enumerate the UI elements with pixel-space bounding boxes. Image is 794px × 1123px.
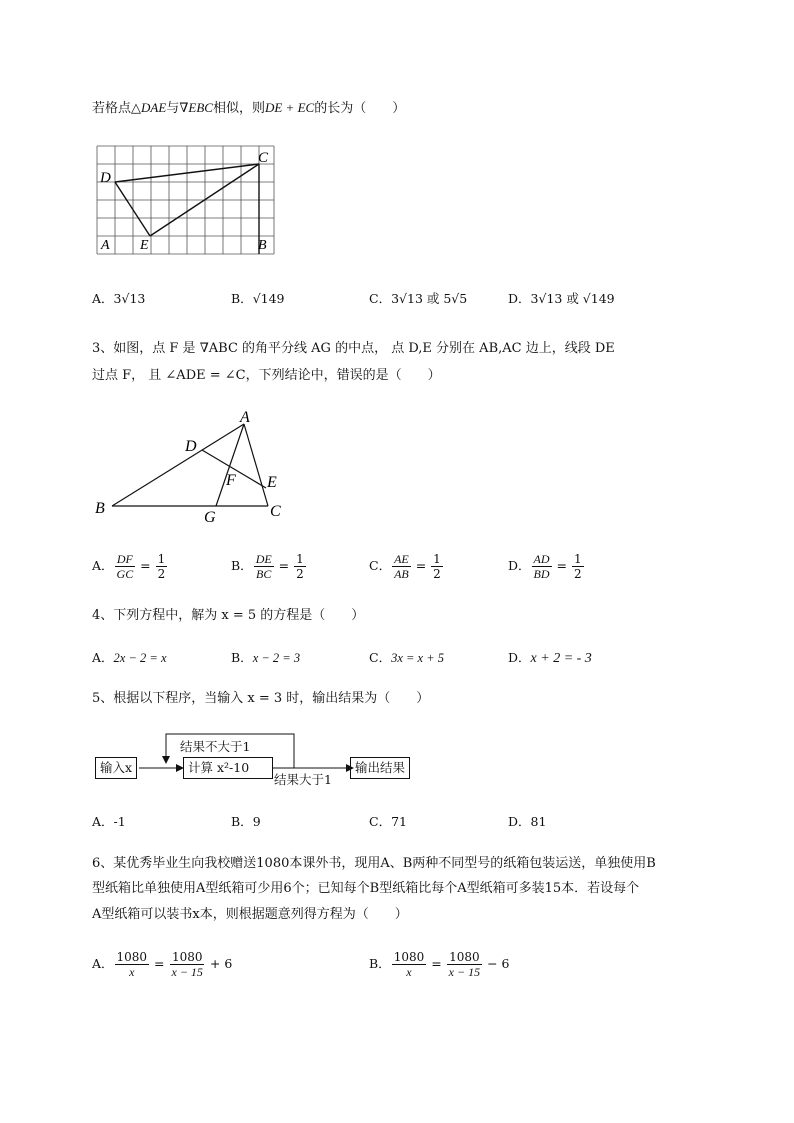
fraction <box>156 552 168 581</box>
q2-expression: DE + EC <box>264 100 315 115</box>
fraction <box>392 552 411 581</box>
numerator: 1 <box>296 552 304 566</box>
q3-label-g: G <box>204 509 216 526</box>
option-tail: + 6 <box>209 956 233 971</box>
numerator: 1080 <box>116 950 148 964</box>
option-value: 9 <box>252 814 261 829</box>
option-label: C． <box>369 558 392 573</box>
q2-label-c: C <box>258 150 269 166</box>
denominator: 2 <box>157 567 166 581</box>
option-label: C． <box>369 814 392 829</box>
option-value: 3x = x + 5 <box>391 651 445 665</box>
denominator: BD <box>533 567 550 581</box>
numerator: 1 <box>157 552 166 566</box>
option-label: C． <box>369 291 392 306</box>
option-label: B． <box>231 291 253 306</box>
q6-option-a[interactable]: A． $\frac{1080}{x}$ = $\frac{1080}{x - 15}$ + 6 <box>92 950 233 979</box>
option-value: 3√13 或 5√5 <box>391 291 468 306</box>
numerator: 1 <box>433 552 441 566</box>
q5-option-c[interactable] <box>369 812 407 832</box>
q3-triangle-figure <box>92 405 292 527</box>
q3-stem-line2: 过点 F， 且 ∠ADE = ∠C，下列结论中，错误的是（ ） <box>92 368 441 383</box>
denominator: GC <box>116 567 134 581</box>
option-value: 2x − 2 = x <box>113 651 167 665</box>
option-label: D． <box>508 814 531 829</box>
q2-option-b[interactable] <box>231 289 285 309</box>
flow-output-box: 输出结果 <box>350 757 410 779</box>
option-label: D． <box>508 650 531 665</box>
option-label: B． <box>231 814 253 829</box>
option-label: A． <box>92 956 114 971</box>
option-label: A． <box>92 814 114 829</box>
option-label: B． <box>369 956 391 971</box>
option-value: x − 2 = 3 <box>252 651 301 665</box>
option-value: 71 <box>391 814 407 829</box>
q2-triangle-dae: △DAE <box>131 100 167 115</box>
numerator: 1080 <box>171 950 203 964</box>
numerator: 1 <box>573 552 582 566</box>
q2-option-d[interactable] <box>508 289 615 309</box>
denominator: 2 <box>573 567 582 581</box>
fraction <box>294 552 306 581</box>
fraction <box>254 552 274 581</box>
option-label: B． <box>231 650 253 665</box>
q4-option-a[interactable] <box>92 648 167 668</box>
q2-option-c[interactable] <box>369 289 467 309</box>
numerator: 1080 <box>393 950 425 964</box>
q2-stem-part: 的长为（ ） <box>314 101 406 116</box>
fraction <box>532 552 552 581</box>
denominator: x − 15 <box>171 965 203 979</box>
q6-stem-line1: 6、某优秀毕业生向我校赠送1080本课外书，现用A、B两种不同型号的纸箱包装运送，单独使用B <box>92 856 656 871</box>
q2-label-a: A <box>101 238 110 253</box>
q2-label-b: B <box>258 238 267 253</box>
flow-compute-box: 计算 x²-10 <box>183 757 273 779</box>
q2-grid-figure <box>94 143 279 258</box>
denominator: 2 <box>433 567 441 581</box>
q2-stem-part: 与 <box>166 101 180 116</box>
q3-label-b: B <box>95 500 105 517</box>
q4-option-d[interactable] <box>508 648 592 669</box>
q2-stem-part: 相似，则 <box>212 101 265 116</box>
option-value: 3√13 <box>113 291 146 306</box>
denominator: 2 <box>296 567 304 581</box>
q2-option-a[interactable] <box>92 289 145 309</box>
option-value: 3√13 或 √149 <box>530 291 615 306</box>
fraction <box>447 950 482 979</box>
flow-input-box: 输入x <box>95 757 137 779</box>
fraction <box>572 552 584 581</box>
option-label: C． <box>369 650 392 665</box>
denominator: x <box>129 965 135 979</box>
q2-label-e: E <box>140 238 149 253</box>
q5-option-b[interactable] <box>231 812 261 832</box>
fraction <box>431 552 443 581</box>
q5-option-d[interactable] <box>508 812 546 832</box>
numerator: 1080 <box>449 950 480 964</box>
q3-label-a: A <box>240 409 250 426</box>
option-label: A． <box>92 558 114 573</box>
q3-label-d: D <box>185 438 197 455</box>
denominator: AB <box>394 567 409 581</box>
arrow-head <box>162 756 170 764</box>
q6-stem-line2: 型纸箱比单独使用A型纸箱可少用6个；已知每个B型纸箱比每个A型纸箱可多装15本．若设每个 <box>92 881 640 896</box>
option-value: -1 <box>113 814 126 829</box>
q4-stem: 4、下列方程中，解为 x = 5 的方程是（ ） <box>92 608 365 623</box>
q4-option-b[interactable] <box>231 648 300 668</box>
fraction <box>170 950 205 979</box>
denominator: x − 15 <box>448 965 481 979</box>
q3-lines <box>112 424 268 506</box>
option-label: B． <box>231 558 253 573</box>
numerator: AD <box>533 552 550 566</box>
option-value: x + 2 = - 3 <box>530 651 592 666</box>
option-value: √149 <box>252 291 285 306</box>
option-tail: − 6 <box>487 956 510 971</box>
numerator: AE <box>394 552 409 566</box>
denominator: x <box>406 965 412 979</box>
numerator: DE <box>255 552 272 566</box>
q2-stem-part: 若格点 <box>92 101 132 116</box>
q2-label-d: D <box>100 170 111 186</box>
q4-option-c[interactable] <box>369 648 444 668</box>
q3-stem-line1: 3、如图，点 F 是 ∇ABC 的角平分线 AG 的中点， 点 D,E 分别在 AB,AC 边上，线段 DE <box>92 341 615 356</box>
q3-option-a[interactable]: A． $\frac{DF}{GC}$ = $\frac{1}{2}$ <box>92 552 166 581</box>
q3-label-f: F <box>226 472 236 489</box>
option-label: D． <box>508 558 531 573</box>
q3-label-c: C <box>270 503 281 520</box>
q6-option-b[interactable]: B． $\frac{1080}{x}$ = $\frac{1080}{x - 15}$ − 6 <box>369 950 510 979</box>
q6-stem-line3: A型纸箱可以装书x本，则根据题意列得方程为（ ） <box>92 907 408 922</box>
q5-option-a[interactable] <box>92 812 126 832</box>
option-label: D． <box>508 291 531 306</box>
option-value: 81 <box>530 814 547 829</box>
option-label: A． <box>92 291 114 306</box>
flow-exit-label: 结果大于1 <box>274 772 332 787</box>
flow-loop-label: 结果不大于1 <box>180 739 251 754</box>
q2-triangle-ebc: ∇EBC <box>179 100 213 115</box>
q3-option-c[interactable]: C． $\frac{AE}{AB}$ = $\frac{1}{2}$ <box>369 552 441 581</box>
fraction <box>115 950 150 979</box>
grid-lines <box>97 146 274 254</box>
q5-stem: 5、根据以下程序，当输入 x = 3 时，输出结果为（ ） <box>92 691 430 706</box>
q3-option-b[interactable]: B． $\frac{DE}{BC}$ = $\frac{1}{2}$ <box>231 552 304 581</box>
denominator: BC <box>256 567 272 581</box>
numerator: DF <box>116 552 133 566</box>
fraction <box>115 552 136 581</box>
q3-label-e: E <box>267 474 277 491</box>
q2-stem <box>92 98 405 119</box>
option-label: A． <box>92 650 114 665</box>
q3-option-d[interactable]: D． $\frac{AD}{BD}$ = $\frac{1}{2}$ <box>508 552 582 581</box>
fraction <box>392 950 427 979</box>
